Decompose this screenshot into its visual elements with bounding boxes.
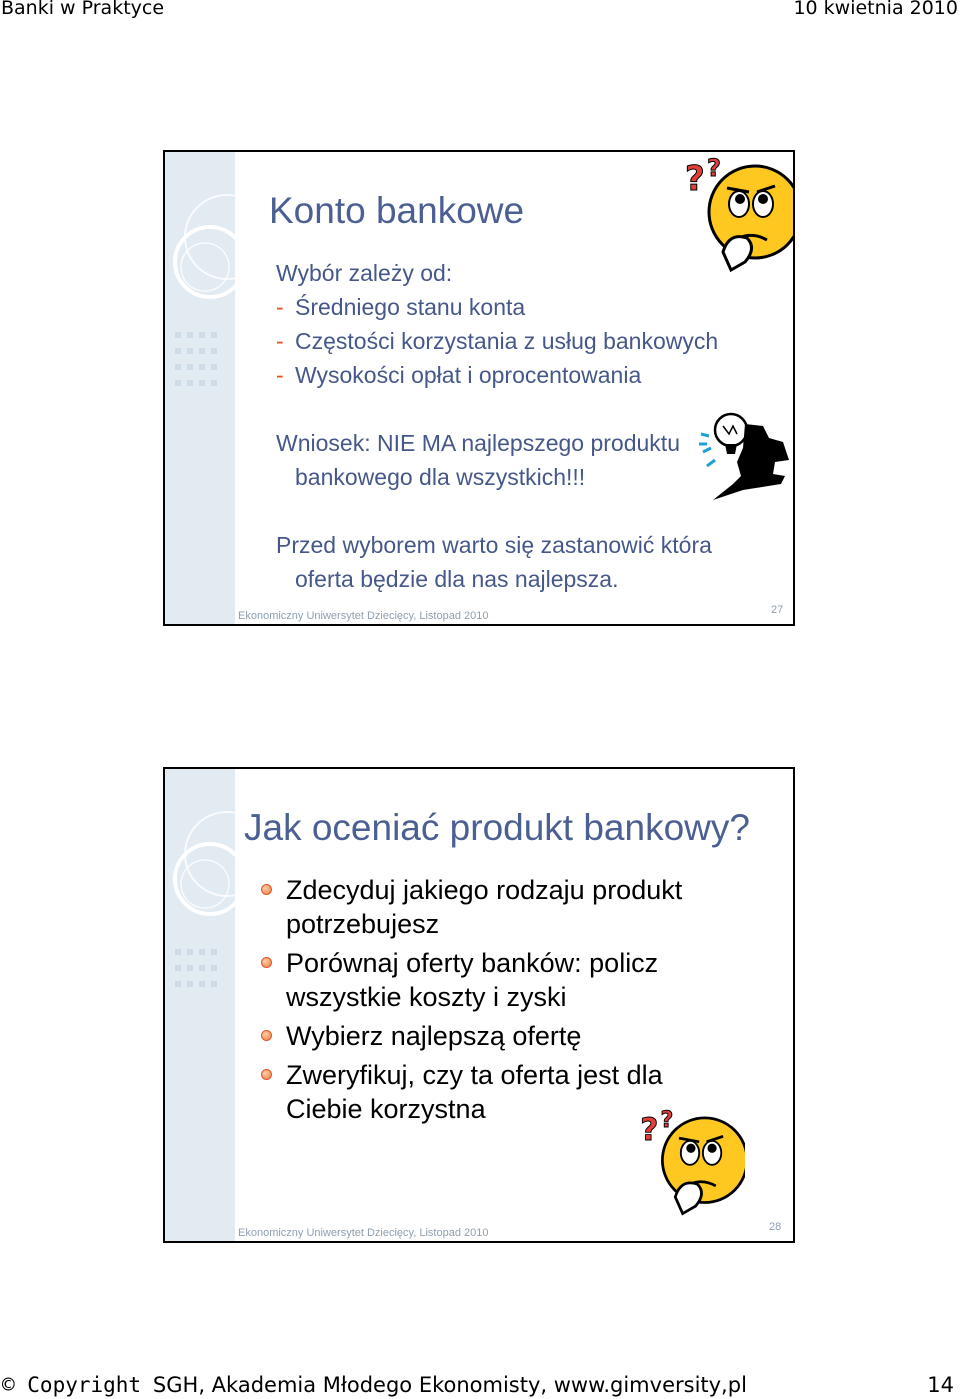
list-item: - Wysokości opłat i oprocentowania [276, 362, 642, 388]
bullet-icon [261, 1030, 272, 1041]
list-item: Zweryfikuj, czy ta oferta jest dla Ciebie korzystna [261, 1058, 731, 1126]
header-date: 10 kwietnia 2010 [793, 0, 958, 19]
page-number: 14 [927, 1373, 954, 1397]
slide-title: Jak oceniać produkt bankowy? [244, 807, 750, 848]
copyright-label: © Copyright [2, 1373, 142, 1397]
list-item: Porównaj oferty banków: policz wszystkie koszty i zyski [261, 946, 731, 1014]
page-header [0, 0, 960, 22]
conclusion-line-1: Wniosek: NIE MA najlepszego produktu [276, 430, 680, 456]
slide-number: 28 [769, 1221, 782, 1233]
bullet-icon [261, 957, 272, 968]
svg-text:?: ? [660, 1108, 674, 1134]
thinking-face-icon [683, 152, 795, 277]
svg-text:?: ? [707, 154, 721, 182]
slide-27 [163, 150, 795, 626]
slide-decoration [165, 769, 235, 1241]
slide-decoration [165, 152, 235, 624]
svg-text:?: ? [640, 1111, 659, 1148]
list-item: - Średniego stanu konta [276, 294, 526, 320]
advice-line-2: oferta będzie dla nas najlepsza. [295, 566, 619, 592]
bullet-list [261, 873, 731, 1134]
list-item: Zdecyduj jakiego rodzaju produkt potrzebujesz [261, 873, 731, 941]
list-item: - Częstości korzystania z usług bankowych [276, 328, 719, 354]
advice-line-1: Przed wyborem warto się zastanowić która [276, 532, 712, 558]
page-footer [0, 1372, 960, 1398]
copyright-owner: SGH, Akademia Młodego Ekonomisty, www.gimversity,pl [152, 1373, 747, 1397]
header-title: Banki w Praktyce [1, 0, 165, 19]
slide-footer: Ekonomiczny Uniwersytet Dziecięcy, Listopad 2010 [238, 1227, 489, 1239]
thinking-face-icon [635, 1105, 745, 1220]
slide-number: 27 [771, 604, 784, 616]
slide-28 [163, 767, 795, 1243]
conclusion-line-2: bankowego dla wszystkich!!! [295, 464, 586, 490]
lightbulb-businessman-icon [693, 404, 793, 504]
slide-body [276, 256, 718, 596]
intro-text: Wybór zależy od: [276, 260, 453, 286]
bullet-icon [261, 884, 272, 895]
svg-text:?: ? [685, 159, 705, 199]
list-item: Wybierz najlepszą ofertę [261, 1019, 731, 1053]
bullet-icon [261, 1069, 272, 1080]
slide-footer: Ekonomiczny Uniwersytet Dziecięcy, Listopad 2010 [238, 610, 489, 622]
slide-title: Konto bankowe [269, 190, 525, 231]
